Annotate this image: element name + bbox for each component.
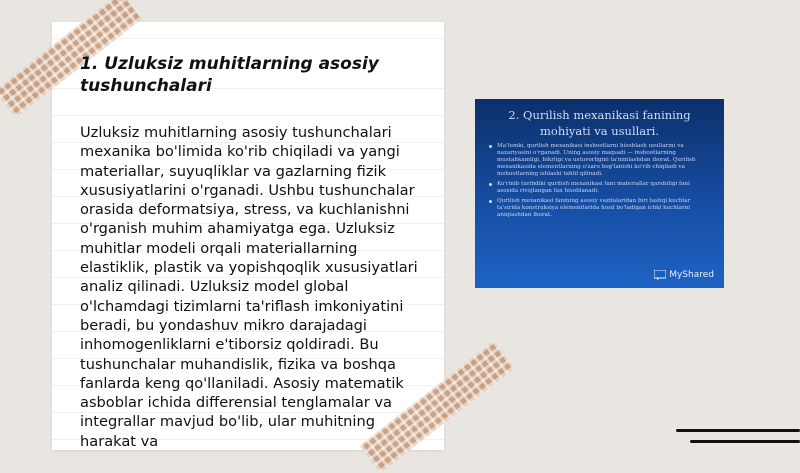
slide-title-line-1: 2. Qurilish mexanikasi fanining	[508, 108, 691, 122]
slide-title	[487, 107, 712, 139]
section-body-text: Uzluksiz muhitlarning asosiy tushunchalari mexanika bo'limida ko'rib chiqiladi va yangi materiallar, suyuqliklar va gazlarning fizik xususiyatlarini o'rganadi. Ushbu tushunchalar orasida deformatsiya, stress, va kuchlanishni o'rganish muhim ahamiyatga ega. Uzluksiz muhitlar modeli orqali materiallarning elastiklik, plastik va yopishqoqlik xususiyatlari analiz qilinadi. Uzluksiz model global o'lchamdagi tizimlarni ta'riflash imkoniyatini beradi, bu yondashuv mikro darajadagi inhomogenliklarni e'tiborsiz qoldiradi. Bu tushunchalar muhandislik, fizika va boshqa fanlarda keng qo'llaniladi. Asosiy matematik asboblar ichida differensial tenglamalar va integrallar mavjud bo'lib, ular muhitning harakat va	[80, 124, 418, 450]
slide-thumbnail	[475, 99, 724, 288]
section-title: 1. Uzluksiz muhitlarning asosiy tushunchalari	[80, 54, 379, 96]
watermark	[654, 270, 714, 280]
decorative-line	[690, 440, 800, 443]
watermark-logo-icon	[654, 270, 666, 280]
decorative-line	[676, 429, 800, 432]
watermark-text: MyShared	[669, 270, 714, 280]
slide-bullet: Qurilish mexanikasi fanining asosiy vazifalaridan biri tashqi kuchlar ta'sirida konstruksiya elementlarida hosil bo'ladigan ichki kuchlarni aniqlashdan iborat.	[497, 198, 712, 219]
slide-title-line-2: mohiyati va usullari.	[540, 124, 659, 138]
slide-bullet-list	[487, 143, 712, 219]
slide-bullet: Ko'rinib turibdiki qurilish mexanikasi fani materiallar qarshiligi fani asosida rivojlangan fan hisoblanadi.	[497, 181, 712, 195]
slide-bullet: Ma'lumki, qurilish mexanikasi inshootlarni hisoblash usullarini va nazariyasini o'rganadi. Uning asosiy maqsadi — inshootlarning mustahkamligi, bikrligi va ustuvorligini ta'minlashdan iborat. Qurilish mexanikasida elementlarning o'zaro bog'lanishi ko'rib chiqiladi va inshootlarning ishlashi tahlil qilinadi.	[497, 143, 712, 178]
